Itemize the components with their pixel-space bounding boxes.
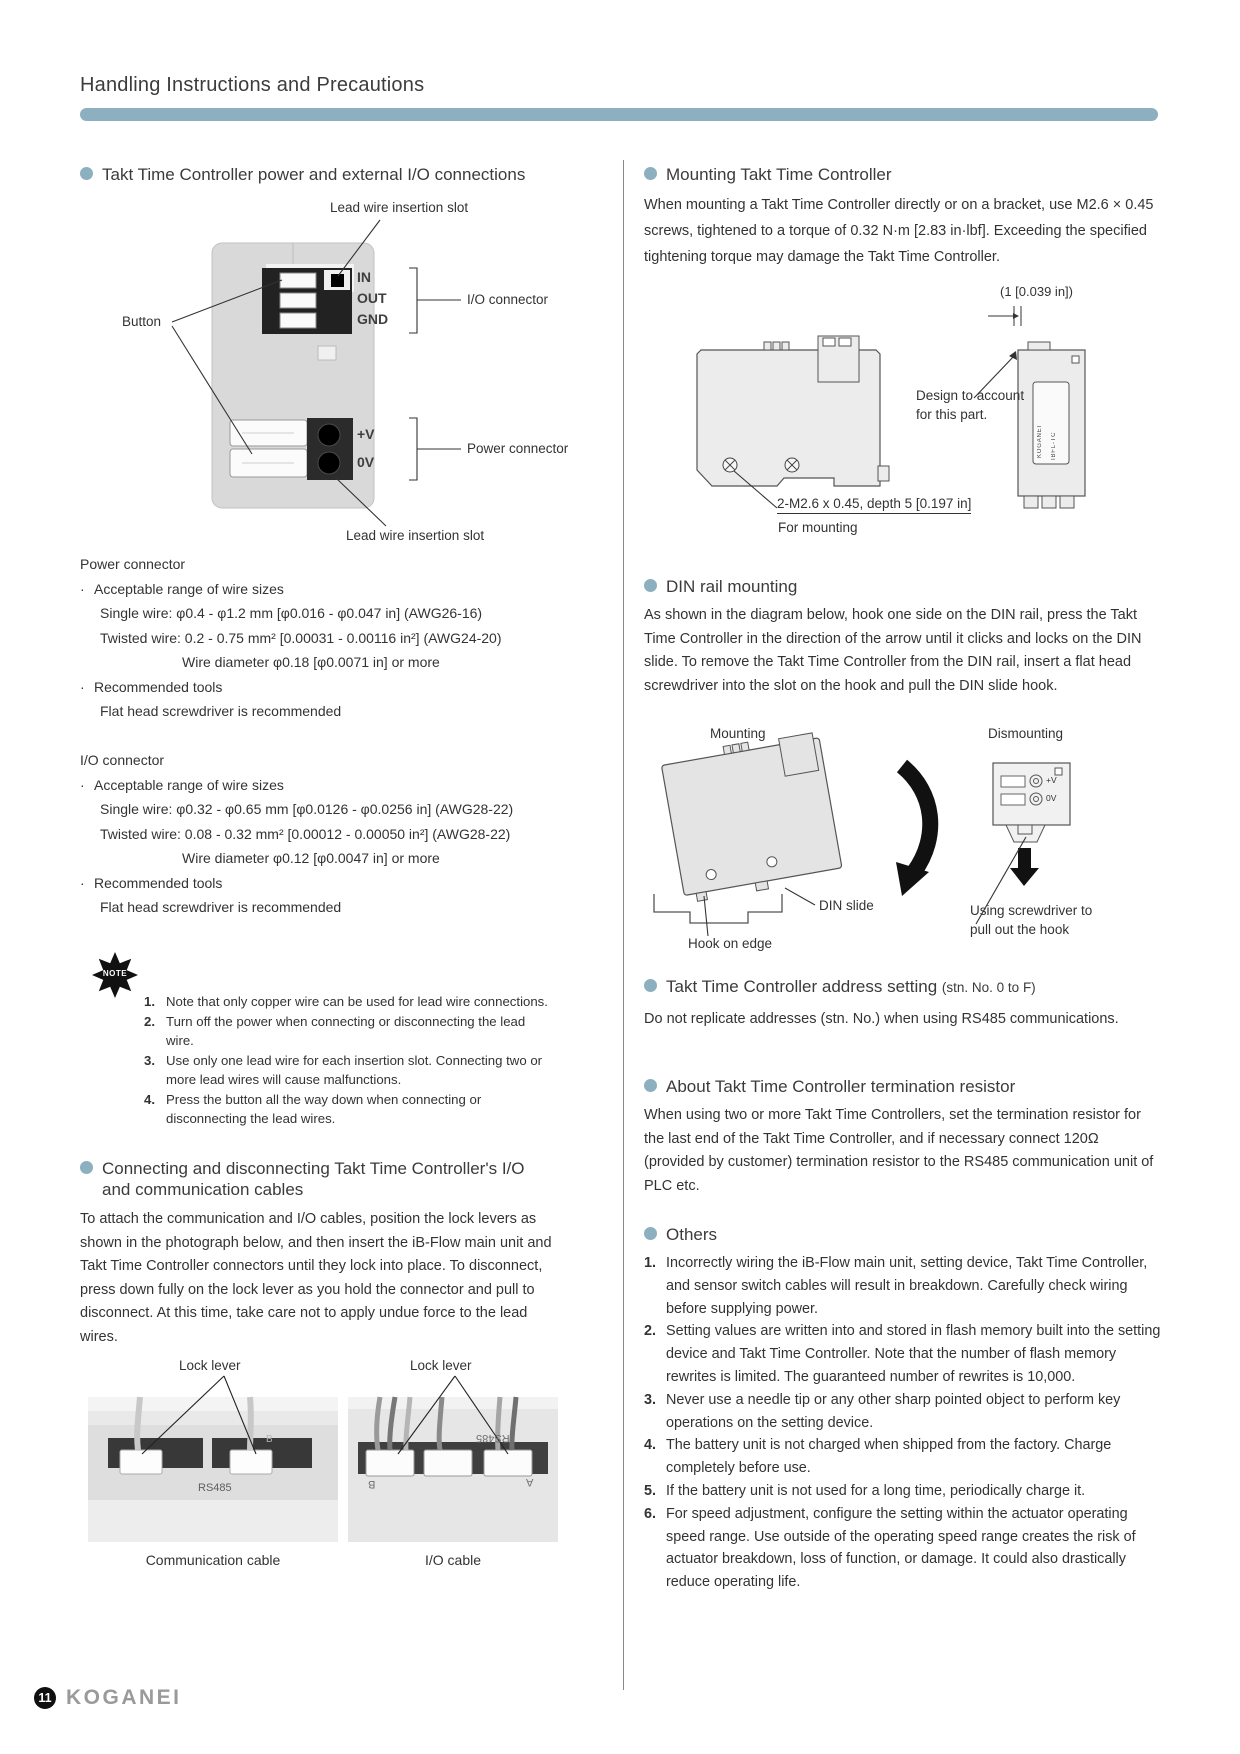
- pin-label-zero-v: 0V: [357, 454, 375, 470]
- section-heading-label: About Takt Time Controller termination resistor: [666, 1077, 1016, 1096]
- connector-photo-illustration: [80, 196, 558, 548]
- header-accent-bar: [80, 108, 1158, 121]
- section-bullet-icon: [644, 1079, 657, 1092]
- section-heading-power-io: [80, 164, 550, 185]
- note-block: [92, 946, 558, 1129]
- spec-acceptable: Acceptable range of wire sizes: [94, 776, 284, 793]
- spec-tools: Recommended tools: [94, 678, 223, 695]
- address-title: Takt Time Controller address setting: [666, 977, 938, 996]
- section-heading-cables: [80, 1158, 550, 1200]
- others-item-text: Incorrectly wiring the iB-Flow main unit, setting device, Takt Time Controller, and sensor switch cables will result in breakdown. Carefully check wiring before supplying power.: [666, 1255, 1148, 1317]
- label-power-connector: Power connector: [467, 441, 569, 456]
- note-item-text: Use only one lead wire for each insertion slot. Connecting two or more lead wires will cause malfunctions.: [166, 1052, 543, 1087]
- others-item-num: 1.: [644, 1255, 657, 1271]
- others-item-num: 3.: [644, 1391, 657, 1408]
- section-heading-others: [644, 1224, 1160, 1245]
- label-din-zero-v: 0V: [1046, 793, 1057, 803]
- label-dismounting: Dismounting: [988, 726, 1064, 741]
- label-screwdriver-note: Using screwdriver to pull out the hook: [970, 903, 1093, 937]
- note-item-text: Turn off the power when connecting or disconnecting the lead wire.: [166, 1013, 526, 1048]
- mounting-paragraph: When mounting a Takt Time Controller directly or on a bracket, use M2.6 × 0.45 screws, tightened to a torque of 0.32 N·m [2.83 in·lbf]. Exceeding the specified tightening torque may damage the Takt Time Controller.: [644, 197, 1154, 265]
- connector-diagram: [80, 196, 569, 548]
- others-item-text: If the battery unit is not used for a long time, periodically charge it.: [666, 1482, 1086, 1499]
- page-number-badge: 11: [34, 1687, 56, 1709]
- cable-photos-illustration: [80, 1350, 558, 1578]
- label-lead-wire-slot-bottom: Lead wire insertion slot: [346, 528, 485, 543]
- label-din-plus-v: +V: [1046, 775, 1057, 785]
- pin-label-plus-v: +V: [357, 426, 375, 442]
- spec-title: I/O connector: [80, 752, 165, 769]
- spec-tools-note: Flat head screwdriver is recommended: [100, 703, 342, 720]
- section-heading-label: DIN rail mounting: [666, 577, 798, 596]
- others-item: [644, 1503, 1164, 1594]
- bullet: ·: [80, 580, 85, 597]
- label-for-mounting: For mounting: [778, 520, 858, 535]
- din-paragraph: As shown in the diagram below, hook one side on the DIN rail, press the Takt Time Controller in the direction of the arrow until it clicks and locks on the DIN slide. To remove the Takt Time Controller from the DIN rail, insert a flat head screwdriver into the slot on the hook and pull the DIN slide hook.: [644, 607, 1142, 694]
- others-item: [644, 1434, 1164, 1480]
- caption-communication-cable: Communication cable: [145, 1552, 281, 1568]
- note-item-num: 4.: [144, 1091, 155, 1107]
- section-heading-label: Mounting Takt Time Controller: [666, 165, 892, 184]
- note-item-text: Press the button all the way down when connecting or disconnecting the lead wires.: [166, 1091, 482, 1126]
- note-item-text: Note that only copper wire can be used for lead wire connections.: [166, 994, 548, 1009]
- section-heading-termination: [644, 1076, 1160, 1097]
- label-mounting: Mounting: [710, 726, 766, 741]
- spec-title: Power connector: [80, 556, 186, 573]
- note-item-num: 3.: [144, 1052, 155, 1068]
- label-rs485-left: RS485: [198, 1482, 232, 1494]
- cable-photos: [80, 1350, 558, 1578]
- label-rs485-right: RS485: [476, 1432, 510, 1444]
- label-button: Button: [122, 314, 162, 329]
- address-paragraph: Do not replicate addresses (stn. No.) when using RS485 communications.: [644, 1011, 1119, 1027]
- section-heading-mounting: [644, 164, 1160, 185]
- section-bullet-icon: [644, 979, 657, 992]
- io-connector-spec: [80, 748, 558, 920]
- note-item: [144, 1012, 552, 1051]
- note-icon: [92, 952, 138, 998]
- mounting-illustration: [644, 268, 1164, 558]
- others-item-text: For speed adjustment, configure the setting within the actuator operating speed range. Use outside of the operating speed range creates the risk of actuator breakdown, loss of function, or damage. It could also drastically reduce operating life.: [666, 1505, 1136, 1591]
- label-din-slide: DIN slide: [819, 898, 874, 913]
- label-screw-spec: 2-M2.6 x 0.45, depth 5 [0.197 in]: [777, 496, 971, 514]
- others-item-num: 2.: [644, 1323, 657, 1340]
- section-heading-label: Connecting and disconnecting Takt Time Controller's I/O and communication cables: [102, 1159, 525, 1199]
- label-device-model: IBFL-TC: [1051, 431, 1057, 460]
- label-hook-on-edge: Hook on edge: [688, 936, 773, 951]
- label-lead-wire-slot-top: Lead wire insertion slot: [330, 200, 469, 215]
- others-item: [644, 1389, 1164, 1435]
- others-item-text: Never use a needle tip or any other sharp pointed object to perform key operations on the setting device.: [666, 1391, 1121, 1431]
- spec-single-wire: Single wire: φ0.32 - φ0.65 mm [φ0.0126 - φ0.0256 in] (AWG28-22): [100, 801, 514, 818]
- bullet: ·: [80, 678, 85, 695]
- section-bullet-icon: [644, 167, 657, 180]
- spec-acceptable: Acceptable range of wire sizes: [94, 580, 284, 597]
- section-heading-label: [666, 976, 1036, 998]
- spec-twisted-wire: Twisted wire: 0.08 - 0.32 mm² [0.00012 - 0.00050 in²] (AWG28-22): [100, 825, 511, 842]
- others-item-text: Setting values are written into and stored in flash memory built into the setting device and Takt Time Controller. Note that the number of flash memory rewrites is limited. The guaranteed number of rewrites is 10,000.: [666, 1323, 1161, 1385]
- section-heading-din: [644, 576, 1160, 597]
- label-lock-lever-left: Lock lever: [179, 1358, 241, 1373]
- label-dimension: (1 [0.039 in]): [1000, 284, 1073, 299]
- spec-wire-diameter: Wire diameter φ0.12 [φ0.0047 in] or more: [182, 850, 440, 867]
- label-design-note: Design to account for this part.: [916, 388, 1025, 422]
- address-title-suffix: (stn. No. 0 to F): [941, 980, 1036, 995]
- bullet: ·: [80, 776, 85, 793]
- section-heading-label: Others: [666, 1225, 718, 1244]
- note-item-num: 2.: [144, 1013, 155, 1029]
- spec-wire-diameter: Wire diameter φ0.18 [φ0.0071 in] or more: [182, 654, 440, 671]
- others-list: [644, 1252, 1164, 1594]
- label-b-left: B: [266, 1434, 273, 1445]
- page-footer: [34, 1686, 182, 1710]
- others-item-num: 5.: [644, 1482, 657, 1499]
- power-connector-spec: [80, 552, 558, 724]
- din-diagram: [644, 724, 1164, 974]
- note-item: [144, 992, 552, 1012]
- others-item-text: The battery unit is not charged when shipped from the factory. Charge completely before use.: [666, 1437, 1112, 1477]
- page-title: Handling Instructions and Precautions: [80, 74, 425, 96]
- bullet: ·: [80, 874, 85, 891]
- section-heading-label: Takt Time Controller power and external I/O connections: [102, 165, 526, 184]
- section-bullet-icon: [80, 167, 93, 180]
- others-item-num: 4.: [644, 1437, 657, 1454]
- caption-io-cable: I/O cable: [424, 1552, 482, 1568]
- label-lock-lever-right: Lock lever: [410, 1358, 472, 1373]
- label-b-right: B: [368, 1478, 376, 1490]
- cables-paragraph: To attach the communication and I/O cables, position the lock levers as shown in the photograph below, and then insert the iB-Flow main unit and Takt Time Controller connectors until they lock into place. To disconnect, press down fully on the lock lever as you hold the connector and pull to disconnect. At this time, take care not to apply undue force to the lead wires.: [80, 1211, 552, 1345]
- section-bullet-icon: [80, 1161, 93, 1174]
- others-item: [644, 1480, 1164, 1503]
- spec-single-wire: Single wire: φ0.4 - φ1.2 mm [φ0.016 - φ0.047 in] (AWG26-16): [100, 605, 483, 622]
- note-icon-label: NOTE: [102, 969, 128, 978]
- section-bullet-icon: [644, 579, 657, 592]
- brand-logo: KOGANEI: [66, 1686, 182, 1709]
- pin-label-gnd: GND: [357, 311, 389, 327]
- spec-twisted-wire: Twisted wire: 0.2 - 0.75 mm² [0.00031 - 0.00116 in²] (AWG24-20): [100, 629, 502, 646]
- mounting-diagram: [644, 268, 1164, 558]
- label-a-right: A: [526, 1476, 534, 1488]
- pin-label-out: OUT: [357, 290, 387, 306]
- section-heading-address: [644, 976, 1160, 998]
- spec-tools: Recommended tools: [94, 874, 223, 891]
- others-item: [644, 1320, 1164, 1388]
- others-item: [644, 1252, 1164, 1320]
- others-item-num: 6.: [644, 1505, 657, 1522]
- spec-tools-note: Flat head screwdriver is recommended: [100, 899, 342, 916]
- note-item-num: 1.: [144, 994, 155, 1009]
- pin-label-in: IN: [357, 269, 371, 285]
- termination-paragraph: When using two or more Takt Time Controllers, set the termination resistor for the last end of the Takt Time Controller, and if necessary connect 120Ω (provided by customer) termination resistor to the RS485 communication unit of PLC etc.: [644, 1107, 1154, 1194]
- label-device-brand: KOGANEI: [1037, 425, 1043, 458]
- section-bullet-icon: [644, 1227, 657, 1240]
- label-io-connector: I/O connector: [467, 292, 549, 307]
- note-item: [144, 1090, 552, 1129]
- column-divider: [623, 160, 624, 1690]
- note-item: [144, 1051, 552, 1090]
